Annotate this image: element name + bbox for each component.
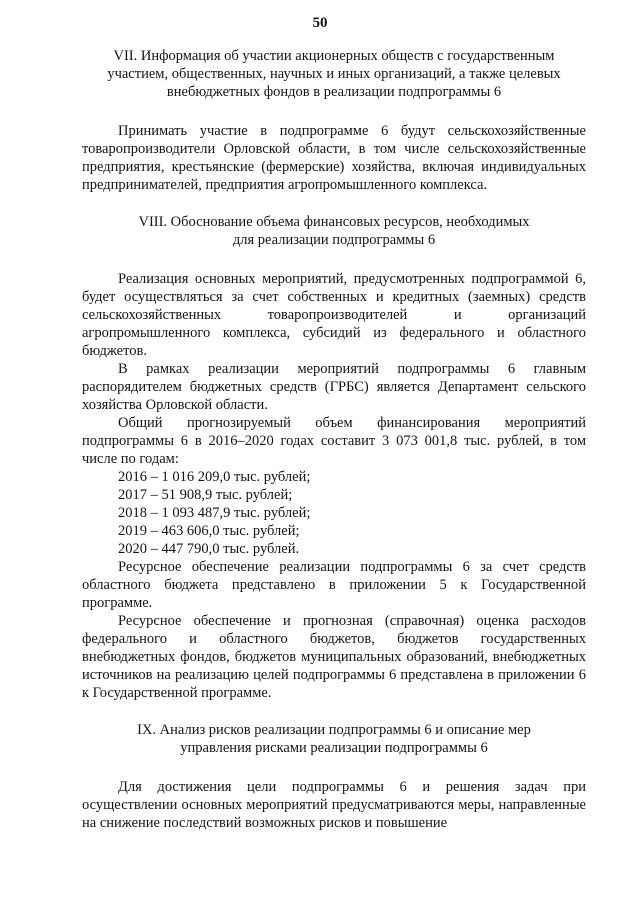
heading-line: VIII. Обоснование объема финансовых ресурсов, необходимых [138,214,530,230]
section-8-paragraph-4: Ресурсное обеспечение реализации подпрограммы 6 за счет средств областного бюджета представлено в приложении 5 к Государственной программе. [82,559,586,611]
funding-year-item: 2018 – 1 093 487,9 тыс. рублей; [118,505,311,521]
funding-year-item: 2016 – 1 016 209,0 тыс. рублей; [118,469,311,485]
funding-year-item: 2019 – 463 606,0 тыс. рублей; [118,523,300,539]
section-spacer [82,702,586,721]
funding-year-item: 2020 – 447 790,0 тыс. рублей. [118,541,300,557]
heading-line: управления рисками реализации подпрограммы 6 [180,740,488,756]
heading-line: IX. Анализ рисков реализации подпрограммы 6 и описание мер [137,722,531,738]
heading-line: VII. Информация об участии акционерных обществ с государственным [113,48,555,64]
section-8-paragraph-2: В рамках реализации мероприятий подпрограммы 6 главным распорядителем бюджетных средств (ГРБС) является Департамент сельского хозяйства Орловской области. [82,361,586,413]
document-body [82,47,586,832]
section-9-heading [82,721,586,757]
page-number: 50 [312,15,328,31]
section-8-paragraph-1: Реализация основных мероприятий, предусмотренных подпрограммой 6, будет осуществляться за счет собственных и кредитных (заемных) средств сельскохозяйственных товаропроизводителей и организаций агропромышленного комплекса, субсидий из федерального и областного бюджетов. [82,271,586,359]
section-7-heading [82,47,586,101]
section-8-paragraph-3: Общий прогнозируемый объем финансирования мероприятий подпрограммы 6 в 2016–2020 годах составит 3 073 001,8 тыс. рублей, в том числе по годам: [82,415,586,467]
heading-line: внебюджетных фондов в реализации подпрограммы 6 [166,84,502,100]
section-9-paragraph-1: Для достижения цели подпрограммы 6 и решения задач при осуществлении основных мероприятий предусматриваются меры, направленные на снижение последствий возможных рисков и повышение [82,779,586,831]
section-8-paragraph-5: Ресурсное обеспечение и прогнозная (справочная) оценка расходов федерального и областного бюджетов, бюджетов государственных внебюджетных фондов, бюджетов муниципальных образований, внебюджетных источников на реализацию целей подпрограммы 6 представлена в приложении 6 к Государственной программе. [82,613,586,701]
section-7-paragraph-1: Принимать участие в подпрограмме 6 будут сельскохозяйственные товаропроизводители Орловской области, в том числе сельскохозяйственные предприятия, крестьянские (фермерские) хозяйства, включая индивидуальных предпринимателей, предприятия агропромышленного комплекса. [82,123,586,193]
funding-year-item: 2017 – 51 908,9 тыс. рублей; [118,487,293,503]
heading-line: для реализации подпрограммы 6 [232,232,436,248]
section-8-heading [82,213,586,249]
heading-line: участием, общественных, научных и иных организаций, а также целевых [107,66,561,82]
section-spacer [82,194,586,213]
funding-by-year-list [82,468,586,558]
